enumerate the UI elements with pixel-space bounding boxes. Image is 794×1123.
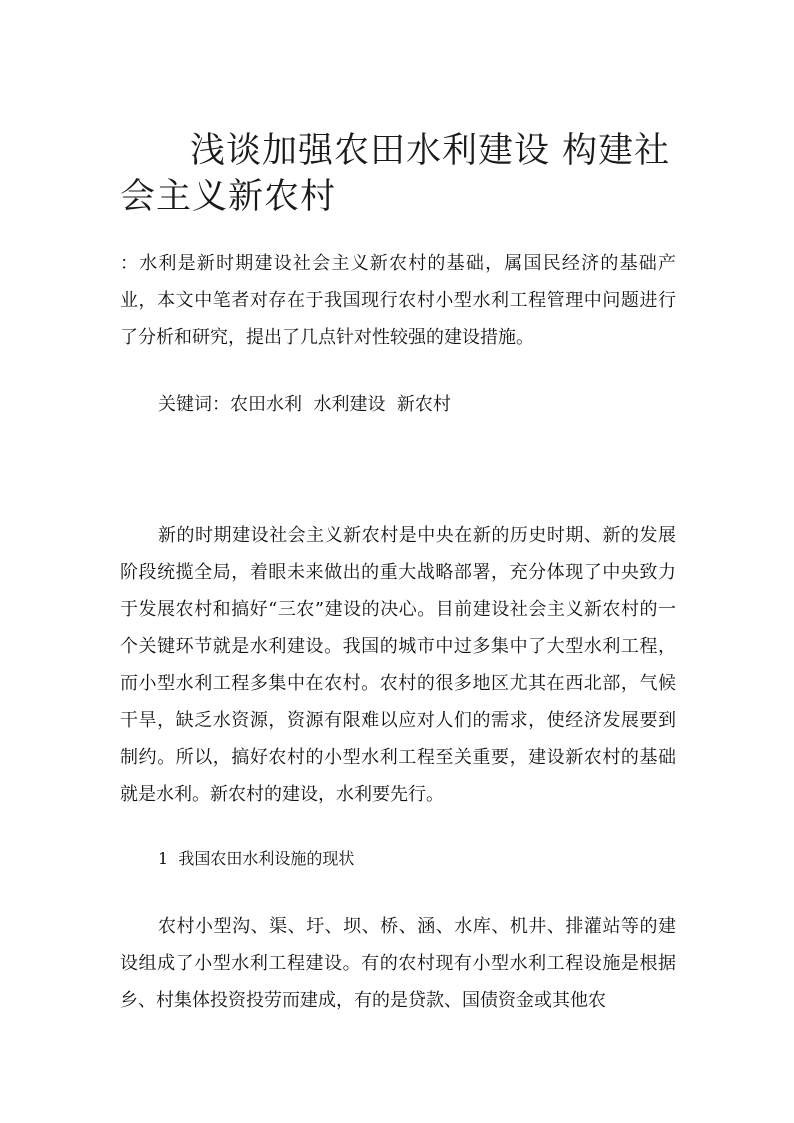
body-paragraph-1: 新的时期建设社会主义新农村是中央在新的历史时期、新的发展阶段统揽全局，着眼未来做出的重大战略部署，充分体现了中央致力于发展农村和搞好“三农”建设的决心。目前建设社会主义新农村的一个关键环节就是水利建设。我国的城市中过多集中了大型水利工程，而小型水利工程多集中在农村。农村的很多地区尤其在西北部，气候干旱，缺乏水资源，资源有限难以应对人们的需求，使经济发展要到制约。所以，搞好农村的小型水利工程至关重要，建设新农村的基础就是水利。新农村的建设，水利要先行。 [120,525,676,805]
section-heading: 1 我国农田水利设施的现状 [158,849,355,868]
keywords-line: 关键词：农田水利 水利建设 新农村 [158,394,451,415]
document-title: 浅谈加强农田水利建设 构建社会主义新农村 [120,131,671,217]
body-paragraph-2: 农村小型沟、渠、圩、坝、桥、涵、水库、机井、排灌站等的建设组成了小型水利工程建设。有的农村现有小型水利工程设施是根据乡、村集体投资投劳而建成，有的是贷款、国债资金或其他农 [120,916,676,1011]
abstract-paragraph: ：水利是新时期建设社会主义新农村的基础，属国民经济的基础产业，本文中笔者对存在于我国现行农村小型水利工程管理中问题进行了分析和研究，提出了几点针对性较强的建设措施。 [120,253,676,348]
